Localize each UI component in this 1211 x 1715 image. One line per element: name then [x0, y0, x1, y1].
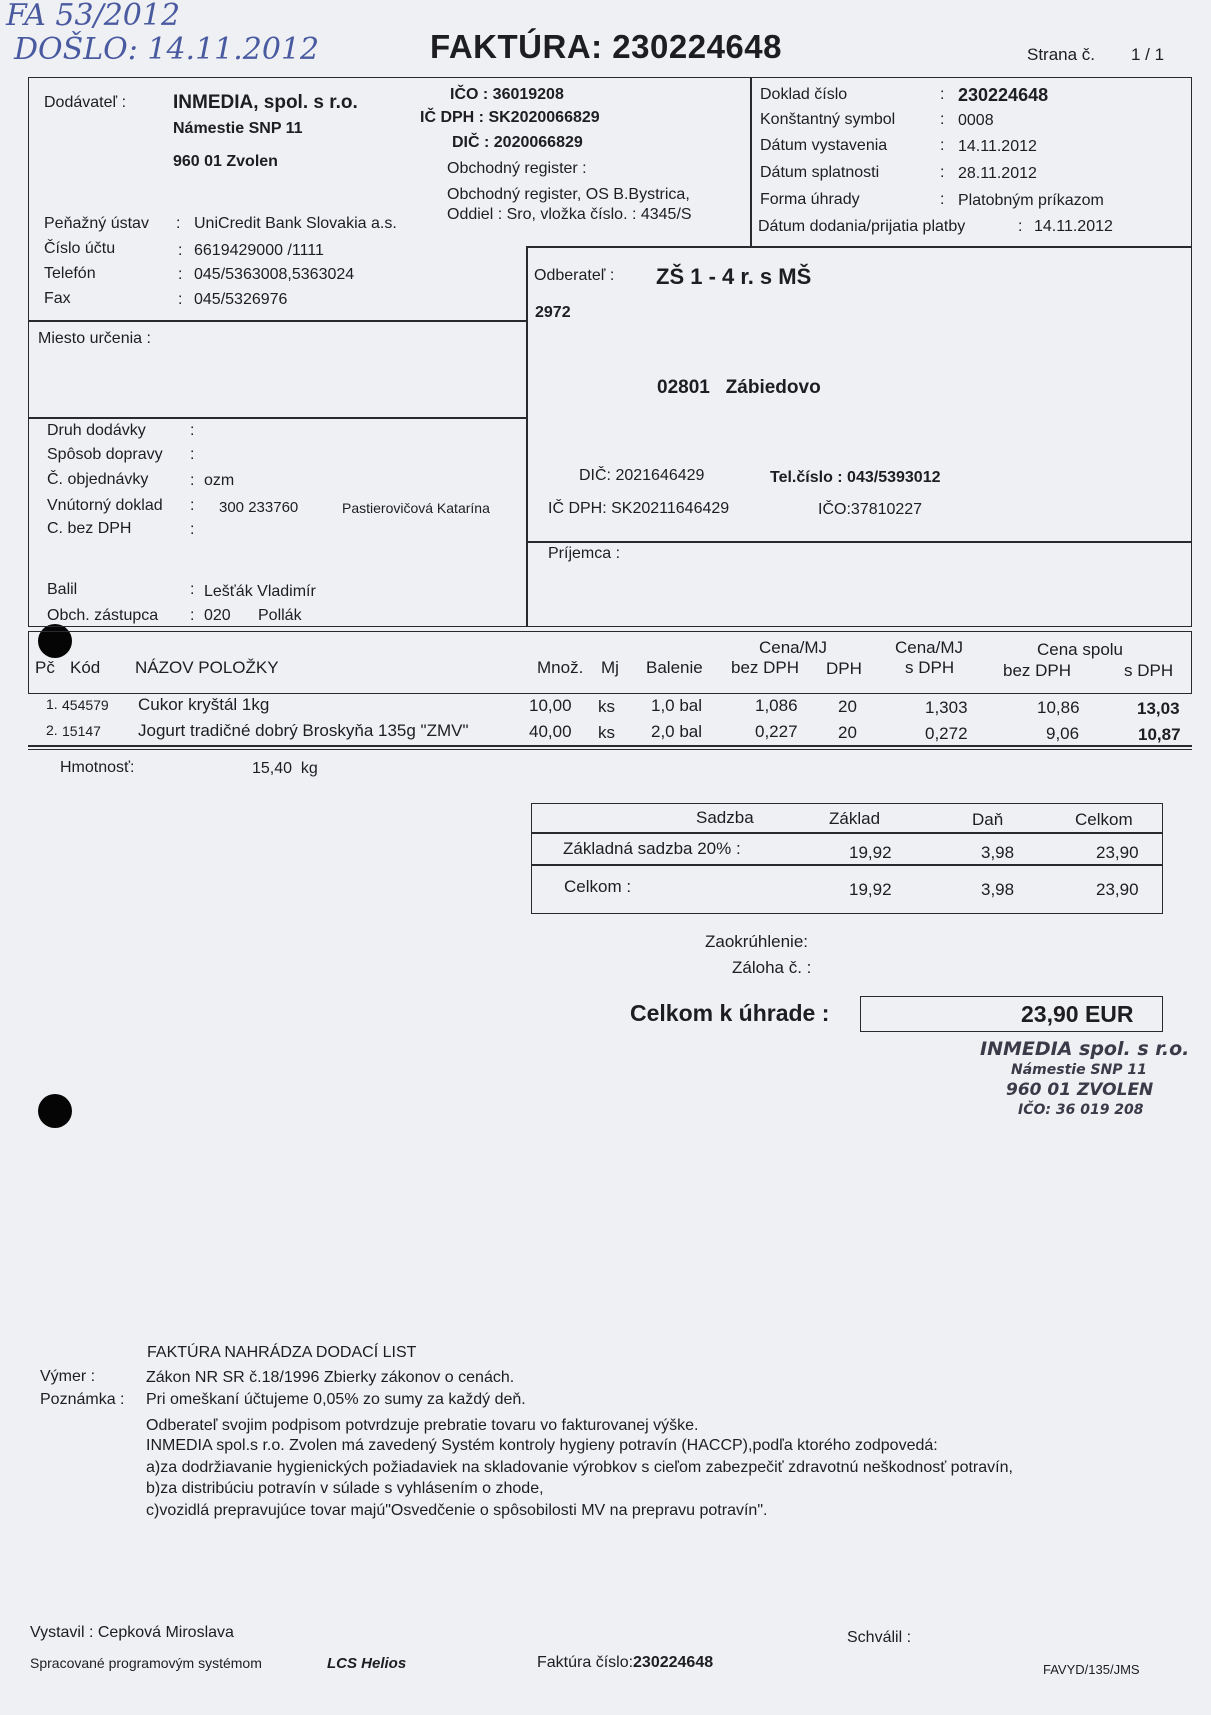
vat-rate-total: 23,90: [1096, 843, 1139, 862]
col-code: Kód: [70, 658, 101, 677]
row-vat: 20: [838, 723, 857, 742]
delivery-type-label: Druh dodávky: [47, 422, 146, 439]
recipient-top-line: [526, 541, 1192, 543]
fax-number: 045/5326976: [194, 291, 288, 308]
row-total-vat: 10,87: [1138, 725, 1181, 744]
row-qty: 40,00: [529, 722, 572, 741]
row-total: 10,86: [1037, 698, 1080, 717]
row-price: 0,227: [755, 722, 798, 741]
row-price: 1,086: [755, 696, 798, 715]
register-line-1: Obchodný register, OS B.Bystrica,: [447, 186, 690, 203]
vat-sum-label: Celkom :: [564, 877, 632, 896]
supplier-label-text: Dodávateľ: [44, 94, 118, 111]
doc-colon-3: :: [940, 164, 945, 181]
page-label: Strana č.: [1027, 45, 1096, 64]
col-price-vat-bottom: s DPH: [905, 658, 955, 677]
vat-col-rate: Sadzba: [696, 808, 754, 827]
delivery-date-label: Dátum dodania/prijatia platby: [758, 218, 966, 235]
fax-colon: :: [178, 291, 183, 308]
rounding-label: Zaokrúhlenie:: [705, 932, 809, 951]
col-total-vat: s DPH: [1124, 661, 1174, 680]
stamp-line-2: Námestie SNP 11: [1011, 1062, 1147, 1078]
register-line-2: Oddiel : Sro, vložka číslo. : 4345/S: [447, 206, 692, 223]
invoice-title: FAKTÚRA: 230224648: [430, 28, 782, 65]
deposit-label: Záloha č. :: [732, 958, 812, 977]
col-pack: Balenie: [646, 658, 703, 677]
issued-by: Vystavil : Cepková Miroslava: [30, 1624, 234, 1641]
col-total-top: Cena spolu: [1037, 640, 1124, 659]
row-vat: 20: [838, 697, 857, 716]
doc-colon-1: :: [940, 111, 945, 128]
delivery-date-colon: :: [1018, 218, 1023, 235]
vymer-label: Výmer :: [40, 1368, 96, 1385]
due-date: 28.11.2012: [958, 165, 1037, 182]
account-colon: :: [178, 242, 183, 259]
row-pc: 2.: [46, 722, 58, 738]
doc-label-4: Forma úhrady: [760, 191, 860, 208]
customer-ic-dph: IČ DPH: SK20211646429: [548, 500, 730, 517]
col-price-bottom: bez DPH: [731, 658, 800, 677]
phone-label: Telefón: [44, 265, 96, 282]
system-label: Spracované programovým systémom: [30, 1655, 262, 1671]
rep-name: Pollák: [258, 607, 302, 624]
packer-name: Lešťák Vladimír: [204, 583, 316, 600]
note-line-3: INMEDIA spol.s r.o. Zvolen má zavedený Systém kontroly hygieny potravín (HACCP),podľa ktorého zodpovedá:: [146, 1437, 938, 1454]
stamp-line-1: INMEDIA spol. s r.o.: [980, 1038, 1190, 1060]
row-pack: 2,0 bal: [651, 722, 703, 741]
note-line-1: Pri omeškaní účtujeme 0,05% zo sumy za každý deň.: [146, 1391, 526, 1408]
weight-label: Hmotnosť:: [60, 759, 135, 776]
customer-left-line: [526, 246, 528, 627]
footer-invoice-label-text: Faktúra číslo:: [537, 1654, 634, 1671]
no-vat-label: C. bez DPH: [47, 520, 132, 537]
row-code: 15147: [62, 723, 101, 739]
transport-label: Spôsob dopravy: [47, 446, 163, 463]
supplier-dic: DIČ : 2020066829: [452, 134, 583, 151]
bank-colon: :: [176, 215, 181, 232]
phone-colon: :: [178, 266, 183, 283]
doc-number: 230224648: [958, 85, 1049, 105]
col-vat: DPH: [826, 659, 862, 678]
stamp-line-4: IČO: 36 019 208: [1018, 1102, 1144, 1118]
vat-sum-total: 23,90: [1096, 880, 1139, 899]
footer-invoice-label: [537, 1654, 713, 1672]
order-label: Č. objednávky: [47, 471, 149, 488]
vat-rate-tax: 3,98: [981, 843, 1015, 862]
row-name: Cukor kryštál 1kg: [138, 695, 270, 714]
col-pc: Pč: [35, 658, 55, 677]
supplier-street: Námestie SNP 11: [173, 120, 303, 137]
order-value: ozm: [204, 472, 235, 489]
system-name: LCS Helios: [327, 1655, 407, 1672]
vymer-text: Zákon NR SR č.18/1996 Zbierky zákonov o cenách.: [146, 1369, 515, 1386]
supplier-name: INMEDIA, spol. s r.o.: [173, 92, 358, 113]
doc-colon-0: :: [940, 86, 945, 103]
row-total-vat: 13,03: [1137, 699, 1180, 718]
fax-label: Fax: [44, 290, 71, 307]
vat-rate-base: 19,92: [849, 843, 892, 862]
customer-phone: Tel.číslo : 043/5393012: [770, 469, 941, 486]
doc-info-divider: [750, 77, 752, 247]
row-unit: ks: [598, 723, 615, 742]
customer-label: Odberateľ :: [534, 267, 615, 284]
col-price-vat-top: Cena/MJ: [895, 638, 964, 657]
vat-rate-label: Základná sadzba 20% :: [563, 839, 741, 858]
customer-top-line: [526, 246, 1192, 248]
customer-number: 2972: [535, 304, 571, 321]
row-pc: 1.: [46, 696, 58, 712]
footer-invoice-number: 230224648: [633, 1654, 714, 1671]
stamp-line-3: 960 01 ZVOLEN: [1006, 1080, 1154, 1100]
delivery-type-colon: :: [190, 422, 195, 439]
col-unit: Mj: [601, 658, 619, 677]
vat-sum-base: 19,92: [849, 880, 892, 899]
handwritten-invoice-ref: FA 53/2012: [6, 0, 181, 33]
internal-doc-label: Vnútorný doklad: [47, 497, 163, 514]
bank-bottom-line: [28, 320, 526, 322]
bank-label: Peňažný ústav: [44, 215, 149, 232]
account-label: Číslo účtu: [44, 240, 116, 257]
note-line-4: a)za dodržiavanie hygienických požiadaviek na skladovanie výrobkov s cieľom zabezpečiť zdravotnú neškodnosť potravín,: [146, 1459, 1013, 1476]
transport-colon: :: [190, 446, 195, 463]
notes-title: FAKTÚRA NAHRÁDZA DODACÍ LIST: [147, 1344, 417, 1361]
internal-doc-person: Pastierovičová Katarína: [342, 500, 490, 516]
order-colon: :: [190, 472, 195, 489]
phone-number: 045/5363008,5363024: [194, 266, 355, 283]
row-qty: 10,00: [529, 696, 572, 715]
recipient-label: Príjemca :: [548, 545, 621, 562]
doc-label-3: Dátum splatnosti: [760, 164, 880, 181]
row-price-vat: 0,272: [925, 724, 968, 743]
constant-symbol: 0008: [958, 112, 994, 129]
supplier-ic-dph: IČ DPH : SK2020066829: [420, 109, 600, 126]
no-vat-colon: :: [190, 521, 195, 538]
amount-due-label: Celkom k úhrade :: [630, 1000, 830, 1026]
rep-colon: :: [190, 607, 195, 624]
vat-header-line: [531, 832, 1163, 834]
row-total: 9,06: [1046, 724, 1080, 743]
internal-doc-value: 300 233760: [219, 499, 299, 516]
col-price-top: Cena/MJ: [759, 638, 828, 657]
handwritten-received-date: DOŠLO: 14.11.2012: [14, 32, 320, 67]
doc-label-0: Doklad číslo: [760, 86, 848, 103]
row-price-vat: 1,303: [925, 698, 968, 717]
note-label: Poznámka :: [40, 1391, 125, 1408]
destination-bottom-line: [28, 417, 526, 419]
doc-colon-4: :: [940, 191, 945, 208]
items-bottom-line-1: [28, 745, 1192, 747]
doc-label-1: Konštantný symbol: [760, 111, 896, 128]
customer-name: ZŠ 1 - 4 r. s MŠ: [656, 264, 812, 289]
delivery-date: 14.11.2012: [1034, 218, 1113, 235]
packer-label: Balil: [47, 581, 78, 598]
col-name: NÁZOV POLOŽKY: [135, 658, 279, 677]
vat-col-base: Základ: [829, 809, 881, 828]
packer-colon: :: [190, 581, 195, 598]
account-number: 6619429000 /1111: [194, 242, 324, 259]
col-total-novat: bez DPH: [1003, 661, 1072, 680]
rep-code: 020: [204, 607, 231, 624]
approved-by: Schválil :: [847, 1629, 912, 1646]
payment-method: Platobným príkazom: [958, 192, 1104, 209]
supplier-label: Dodávateľ :: [44, 94, 127, 111]
row-code: 454579: [62, 697, 109, 713]
internal-doc-colon: :: [190, 497, 195, 514]
bank-name: UniCredit Bank Slovakia a.s.: [194, 215, 397, 232]
issue-date: 14.11.2012: [958, 138, 1037, 155]
vat-col-tax: Daň: [972, 810, 1004, 829]
note-line-5: b)za distribúciu potravín v súlade s vyhlásením o zhode,: [146, 1480, 544, 1497]
doc-label-2: Dátum vystavenia: [760, 137, 888, 154]
customer-ico: IČO:37810227: [818, 501, 923, 518]
col-qty: Množ.: [537, 658, 584, 677]
form-code: FAVYD/135/JMS: [1043, 1662, 1140, 1677]
vat-sum-tax: 3,98: [981, 880, 1015, 899]
weight-value: 15,40 kg: [252, 760, 318, 777]
row-name: Jogurt tradičné dobrý Broskyňa 135g "ZMV": [138, 721, 469, 740]
punch-hole-bottom: [38, 1094, 72, 1128]
vat-row-line: [531, 864, 1163, 866]
register-label: Obchodný register :: [447, 160, 587, 177]
note-line-2: Odberateľ svojim podpisom potvrdzuje prebratie tovaru vo fakturovanej výške.: [146, 1417, 699, 1434]
row-unit: ks: [598, 697, 615, 716]
page-number: 1 / 1: [1131, 45, 1165, 64]
rep-label: Obch. zástupca: [47, 607, 159, 624]
customer-dic: DIČ: 2021646429: [579, 467, 705, 484]
vat-col-total: Celkom: [1075, 810, 1133, 829]
note-line-6: c)vozidlá prepravujúce tovar majú"Osvedčenie o spôsobilosti MV na prepravu potravín".: [146, 1502, 768, 1519]
supplier-city: 960 01 Zvolen: [173, 153, 278, 170]
row-pack: 1,0 bal: [651, 696, 703, 715]
customer-city: 02801 Zábiedovo: [657, 377, 821, 398]
items-bottom-line-2: [28, 749, 1192, 750]
amount-due-value: 23,90 EUR: [1021, 1001, 1134, 1027]
doc-colon-2: :: [940, 137, 945, 154]
destination-label: Miesto určenia :: [38, 330, 151, 347]
supplier-ico: IČO : 36019208: [450, 86, 564, 103]
